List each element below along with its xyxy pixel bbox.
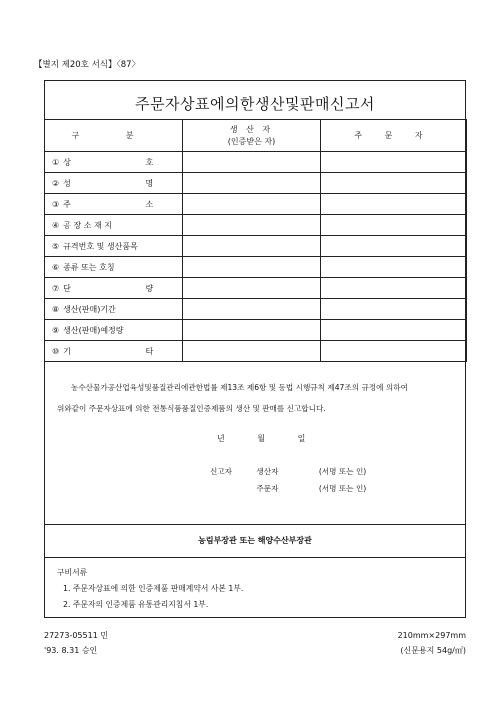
row-label-cell [45, 320, 183, 341]
attachment-item-1: 1. 주문자상표에 의한 인증제품 판매계약서 사본 1부. [63, 584, 244, 593]
producer-cell[interactable] [183, 341, 321, 362]
row-number: ⑦ [52, 283, 60, 293]
row-number: ② [52, 178, 60, 188]
paper-spec: (신문용지 54g/㎡) [400, 646, 466, 655]
orderer-label: 주문자 [256, 484, 279, 493]
date-year: 년 [217, 434, 225, 443]
row-label: 종류 또는 호칭 [63, 262, 115, 272]
table-row [45, 194, 467, 215]
orderer-cell[interactable] [321, 152, 467, 173]
document-title: 주문자상표에의한생산및판매신고서 [135, 95, 375, 113]
footer-left [44, 628, 108, 658]
approval-date: '93. 8.31 승인 [44, 646, 98, 655]
producer-cell[interactable] [183, 299, 321, 320]
form-number-label: 【별지 제20호 서식】〈87〉 [34, 60, 141, 70]
signature-block [210, 463, 366, 497]
declaration-line-2: 위와같이 주문자상표에 의한 전통식품품질인증제품의 생산 및 판매를 신고합니다. [57, 404, 326, 413]
row-label-cell [45, 341, 183, 362]
row-label: 기 타 [63, 346, 154, 356]
table-row [45, 320, 467, 341]
producer-cell[interactable] [183, 236, 321, 257]
row-label: 규격번호 및 생산품목 [63, 241, 138, 251]
producer-cell[interactable] [183, 320, 321, 341]
attachment-item-2: 2. 주문자의 인증제품 유통관리지침서 1부. [63, 600, 209, 609]
row-label-cell [45, 173, 183, 194]
orderer-cell[interactable] [321, 257, 467, 278]
row-label: 상 호 [63, 157, 154, 167]
table-row [45, 341, 467, 362]
orderer-cell[interactable] [321, 173, 467, 194]
header-orderer: 주 문 자 [321, 120, 467, 152]
producer-cell[interactable] [183, 152, 321, 173]
declaration-text [57, 377, 453, 419]
reporter-label: 신고자 [210, 467, 233, 476]
producer-cell[interactable] [183, 194, 321, 215]
table-row [45, 299, 467, 320]
paper-size: 210mm×297mm [397, 631, 466, 640]
row-label-cell [45, 194, 183, 215]
row-number: ⑧ [52, 304, 60, 314]
orderer-cell[interactable] [321, 341, 467, 362]
table-row [45, 152, 467, 173]
info-table [44, 119, 467, 362]
row-number: ① [52, 157, 60, 167]
date-day: 일 [297, 434, 306, 443]
row-label-cell [45, 152, 183, 173]
table-header-row [45, 120, 467, 152]
row-number: ⑩ [52, 346, 60, 356]
row-number: ⑥ [52, 262, 60, 272]
orderer-cell[interactable] [321, 215, 467, 236]
table-row [45, 173, 467, 194]
producer-cell[interactable] [183, 257, 321, 278]
orderer-sign-field[interactable]: (서명 또는 인) [318, 484, 367, 493]
producer-cell[interactable] [183, 215, 321, 236]
producer-label: 생산자 [256, 467, 279, 476]
report-form [44, 80, 466, 618]
declaration-line-1: 농수산물가공산업육성및품질관리에관한법률 제13조 제6항 및 동법 시행규칙 제47조의 규정에 의하여 [71, 383, 408, 392]
orderer-cell[interactable] [321, 236, 467, 257]
attachments-heading: 구비서류 [57, 568, 88, 577]
table-row [45, 236, 467, 257]
producer-sign-field[interactable]: (서명 또는 인) [318, 467, 367, 476]
orderer-cell[interactable] [321, 299, 467, 320]
row-label-cell [45, 215, 183, 236]
row-number: ⑨ [52, 325, 60, 335]
date-month: 월 [257, 434, 266, 443]
row-number: ④ [52, 220, 60, 230]
producer-cell[interactable] [183, 278, 321, 299]
recipient-row: 농림부장관 또는 해양수산부장관 [45, 524, 465, 558]
table-row [45, 278, 467, 299]
orderer-cell[interactable] [321, 194, 467, 215]
table-row [45, 257, 467, 278]
row-label: 성 명 [63, 178, 154, 188]
row-label-cell [45, 299, 183, 320]
producer-cell[interactable] [183, 173, 321, 194]
row-label-cell [45, 278, 183, 299]
orderer-cell[interactable] [321, 278, 467, 299]
header-producer: 생 산 자 (인증받은 자) [183, 120, 321, 152]
table-row [45, 215, 467, 236]
header-category: 구 분 [45, 120, 183, 152]
row-label: 단 량 [63, 283, 154, 293]
row-number: ⑤ [52, 241, 60, 251]
row-label: 공 장 소 재 지 [63, 220, 112, 230]
form-code: 27273-05511 민 [44, 631, 109, 640]
row-number: ③ [52, 199, 60, 209]
footer-right [398, 628, 466, 658]
row-label: 생산(판매)예정량 [63, 325, 124, 335]
row-label-cell [45, 257, 183, 278]
row-label-cell [45, 236, 183, 257]
orderer-cell[interactable] [321, 320, 467, 341]
row-label: 주 소 [63, 199, 154, 209]
row-label: 생산(판매)기간 [63, 304, 116, 314]
attachments-section [57, 565, 243, 613]
date-line [217, 433, 335, 444]
